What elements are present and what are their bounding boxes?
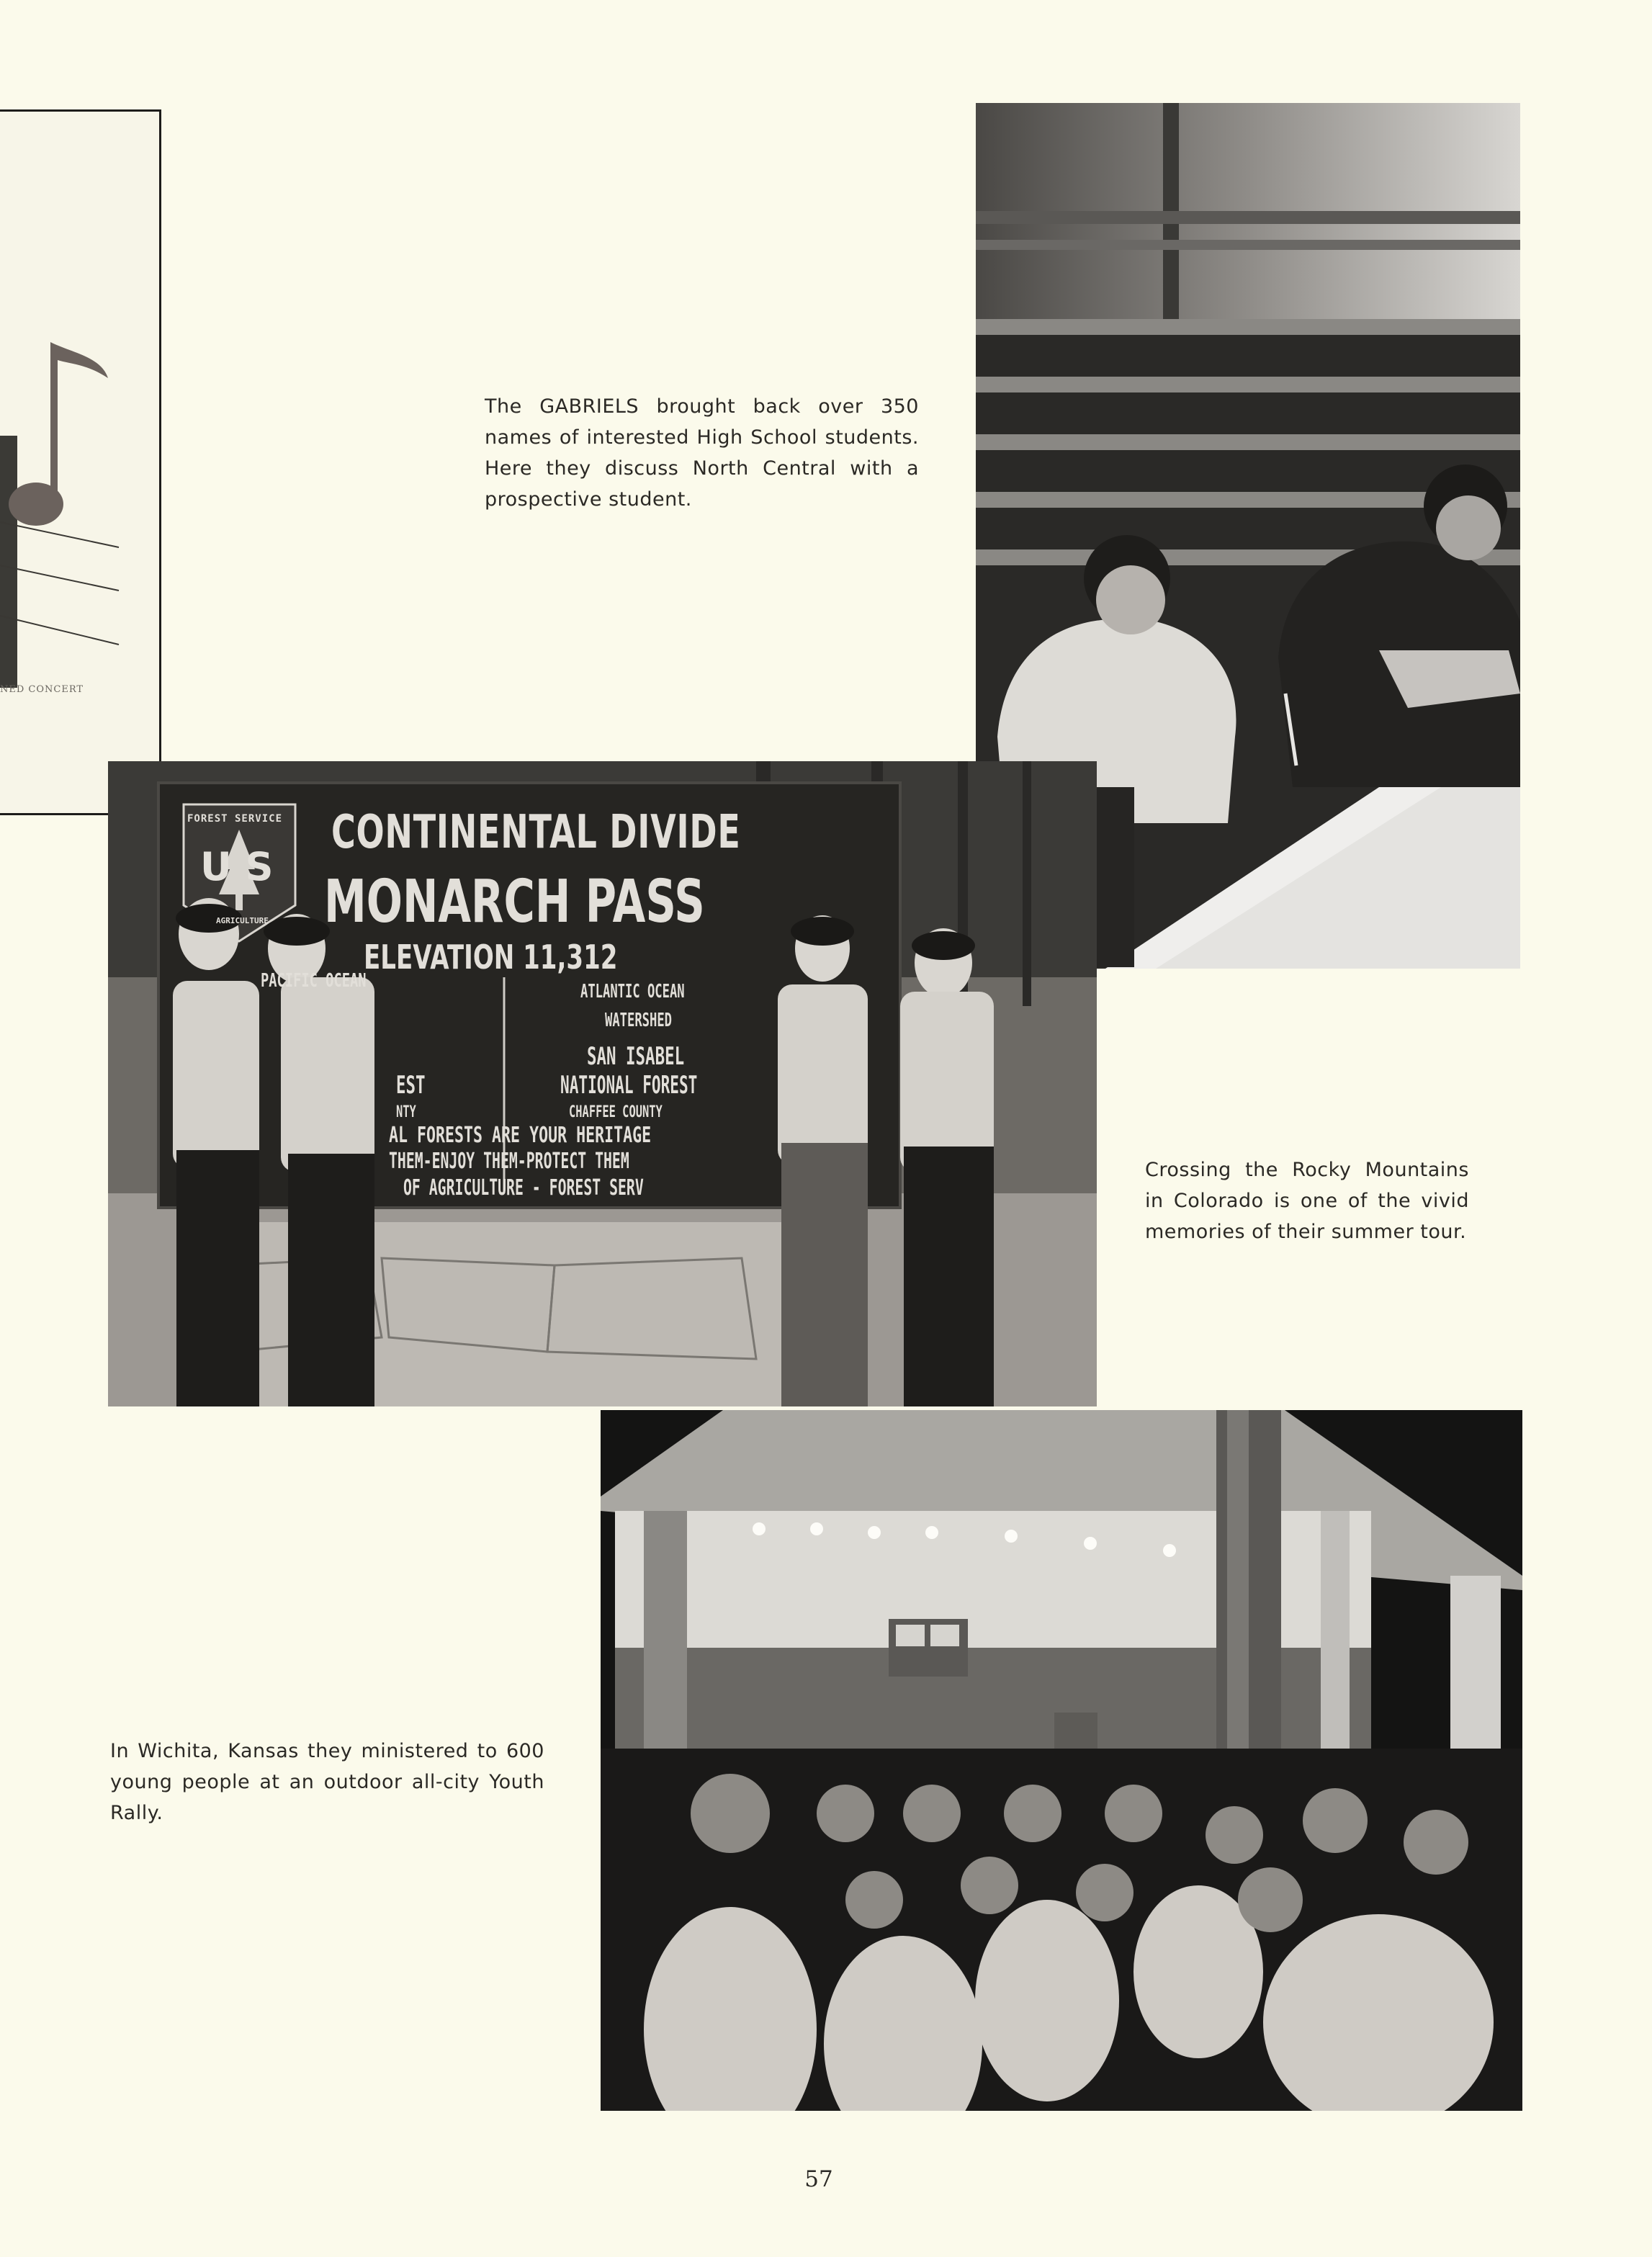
sign-right-a: ATLANTIC OCEAN xyxy=(580,981,685,1002)
sign-left-e: EST xyxy=(396,1071,426,1100)
caption-gabriels: The GABRIELS brought back over 350 names of interested High School students. Here they discuss North Central with a prospective student. xyxy=(485,395,919,511)
sign-line-monarch: MONARCH PASS xyxy=(324,868,705,936)
sign-line-continental: CONTINENTAL DIVIDE xyxy=(331,806,741,859)
left-page-fragment xyxy=(0,109,161,815)
sign-text xyxy=(108,761,1097,1406)
sign-left-a: PACIFIC OCEAN xyxy=(261,970,367,992)
sign-badge-top: FOREST SERVICE xyxy=(187,813,283,825)
sign-right-d: NATIONAL FOREST xyxy=(560,1071,698,1100)
page-number: 57 xyxy=(804,2166,833,2192)
sign-bottom-2: THEM-ENJOY THEM-PROTECT THEM xyxy=(389,1149,629,1174)
sign-bottom-1: AL FORESTS ARE YOUR HERITAGE xyxy=(389,1123,652,1148)
caption-rocky-mountains: Crossing the Rocky Mountains in Colorado is one of the vivid memories of their summer tour. xyxy=(1145,1159,1469,1243)
sign-bottom-3: OF AGRICULTURE - FOREST SERV xyxy=(403,1175,644,1201)
sign-left-f: NTY xyxy=(396,1103,416,1121)
music-note-graphic xyxy=(0,313,158,688)
photo-continental-divide xyxy=(108,761,1097,1406)
sign-badge-bottom: AGRICULTURE xyxy=(216,916,269,925)
sign-badge-letters: U S xyxy=(200,844,274,889)
sign-right-b: WATERSHED xyxy=(605,1010,672,1031)
photo-wichita-youth-rally xyxy=(601,1410,1522,2111)
sign-right-e: CHAFFEE COUNTY xyxy=(569,1103,663,1121)
caption-wichita: In Wichita, Kansas they ministered to 600 young people at an outdoor all-city Youth Rally. xyxy=(110,1740,544,1824)
sign-line-elevation: ELEVATION 11,312 xyxy=(364,938,618,977)
sign-right-c: SAN ISABEL xyxy=(587,1042,685,1071)
left-page-caption: NED CONCERT xyxy=(0,684,84,695)
